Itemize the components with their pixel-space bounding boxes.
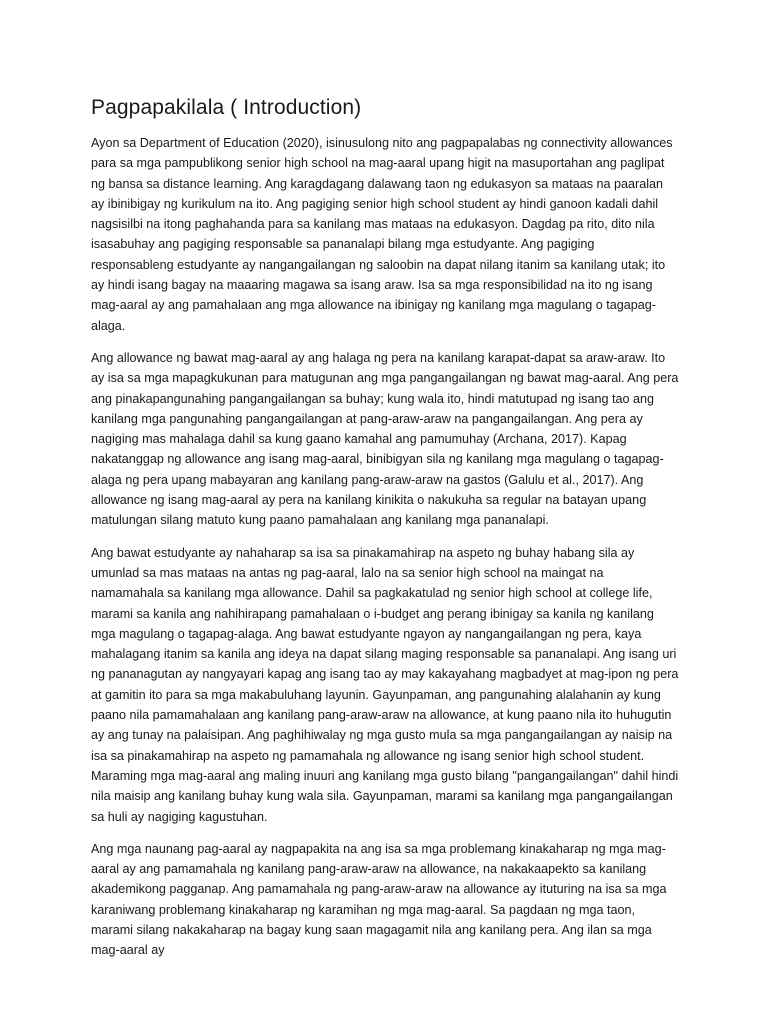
- paragraph-3: Ang bawat estudyante ay nahaharap sa isa sa pinakamahirap na aspeto ng buhay habang sila ay umunlad sa mas mataas na antas ng pag-aaral, lalo na sa senior high school na maingat na namamahala sa kanilang mga allowance. Dahil sa pagkakatulad ng senior high school at college life, marami sa kanila ang nahihirapang pamahalaan o i-budget ang perang ibinigay sa kanila ng kanilang mga magulang o tagapag-alaga. Ang bawat estudyante ngayon ay nangangailangan ng pera, kaya mahalagang itanim sa kanila ang ideya na dapat silang maging responsable sa pananalapi. Ang isang uri ng pananagutan ay nangyayari kapag ang isang tao ay may kakayahang magbadyet at mag-ipon ng pera at gamitin ito para sa mga makabuluhang layunin. Gayunpaman, ang pangunahing alalahanin ay kung paano nila pamamahalaan ang kanilang pang-araw-araw na allowance, at kung paano nila ito huhugutin ay ang tunay na palaisipan. Ang paghihiwalay ng mga gusto mula sa mga pangangailangan ay naisip na isa sa pinakamahirap na aspeto ng pamamahala ng allowance ng isang senior high school student. Maraming mga mag-aaral ang maling inuuri ang kanilang mga gusto bilang "pangangailangan" dahil hindi nila maisip ang kanilang buhay kung wala sila. Gayunpaman, marami sa kanilang mga pangangailangan sa huli ay nagiging kagustuhan.: [91, 545, 679, 824]
- paragraph-2: Ang allowance ng bawat mag-aaral ay ang halaga ng pera na kanilang karapat-dapat sa araw-araw. Ito ay isa sa mga mapagkukunan para matugunan ang mga pangangailangan ng bawat mag-aaral. Ang pera ang pinakapangunahing pangangailangan sa buhay; kung wala ito, hindi matutupad ng isang tao ang kanilang mga pangunahing pangangailangan at pang-araw-araw na pangangailangan. Ang pera ay nagiging mas mahalaga dahil sa kung gaano kamahal ang pamumuhay (Archana, 2017). Kapag nakatanggap ng allowance ang isang mag-aaral, binibigyan sila ng kanilang mga magulang o tagapag-alaga ng pera upang mabayaran ang kanilang pang-araw-araw na gastos (Galulu et al., 2017). Ang allowance ng isang mag-aaral ay pera na kanilang kinikita o nakukuha sa regular na batayan upang matulungan silang matuto kung paano pamahalaan ang kanilang mga pananalapi.: [91, 350, 679, 528]
- page-title: Pagpapakilala ( Introduction): [91, 96, 362, 119]
- paragraph-1: Ayon sa Department of Education (2020), isinusulong nito ang pagpapalabas ng connectivity allowances para sa mga pampublikong senior high school na mag-aaral upang higit na masuportahan ang paglipat ng bansa sa distance learning. Ang karagdagang dalawang taon ng edukasyon sa mataas na paaralan ay ibinibigay ng kurikulum na ito. Ang pagiging senior high school student ay hindi ganoon kadali dahil nagsisilbi na itong paghahanda para sa kanilang mas mataas na edukasyon. Dagdag pa rito, dito nila isasabuhay ang pagiging responsable sa pananalapi bilang mga estudyante. Ang pagiging responsableng estudyante ay nangangailangan ng saloobin na dapat nilang itanim sa kanilang utak; ito ay hindi isang bagay na maaaring magawa sa isang araw. Isa sa mga responsibilidad na ito ng isang mag-aaral ay ang pamahalaan ang mga allowance na ibinigay ng kanilang mga magulang o tagapag-alaga.: [91, 136, 673, 333]
- paragraph-4: Ang mga naunang pag-aaral ay nagpapakita na ang isa sa mga problemang kinakaharap ng mga mag-aaral ay ang pamamahala ng kanilang pang-araw-araw na allowance, na nakakaapekto sa kanilang akademikong pagganap. Ang pamamahala ng pang-araw-araw na allowance ay ituturing na isa sa mga karaniwang problemang kinakaharap ng karamihan ng mga mag-aaral. Sa pagdaan ng mga taon, marami silang nakakaharap na bagay kung saan magagamit nila ang kanilang pera. Ang ilan sa mga mag-aaral ay: [91, 841, 667, 958]
- document-body: [91, 94, 679, 973]
